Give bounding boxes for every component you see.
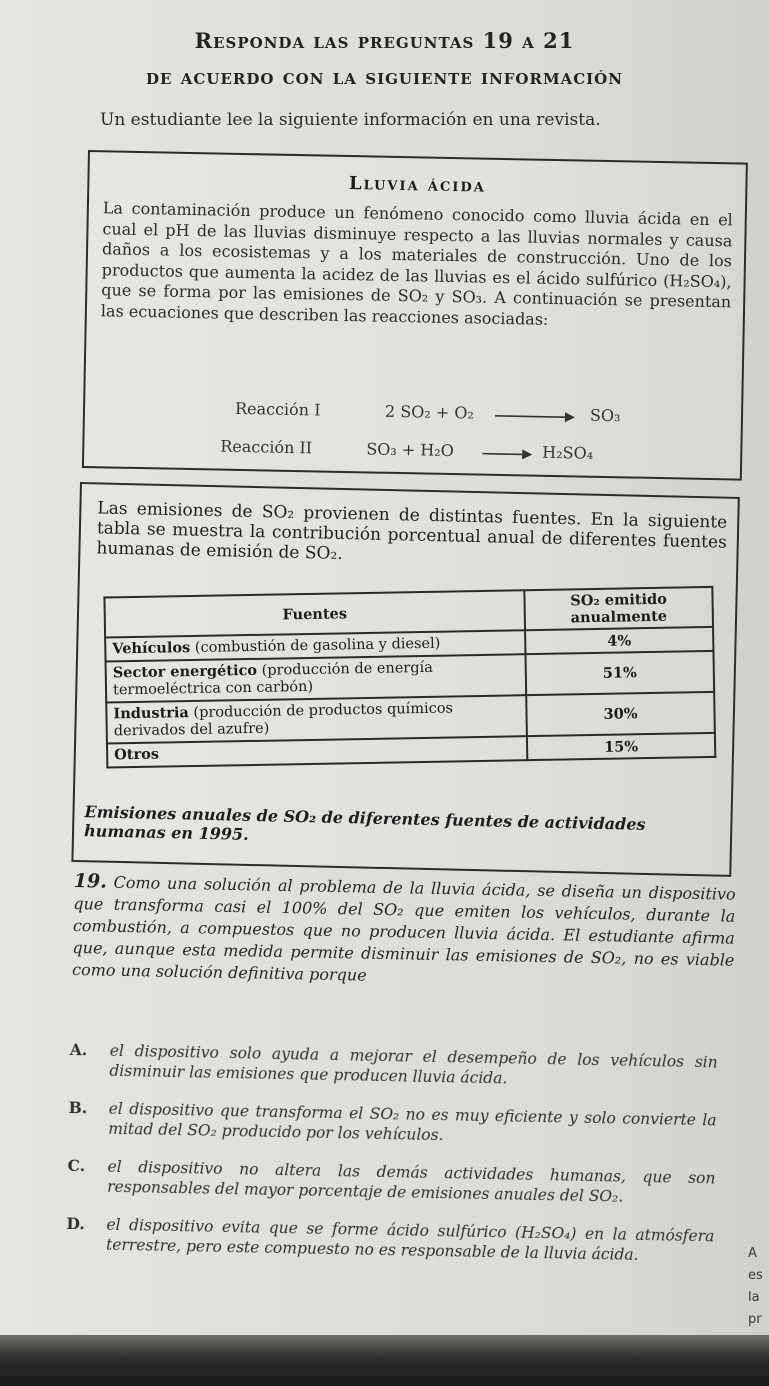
option-a[interactable] (69, 1040, 718, 1092)
reaction-2-label: Reacción II (220, 436, 313, 458)
source-name: Otros (114, 745, 160, 764)
option-letter: A. (69, 1040, 88, 1060)
option-c[interactable] (67, 1156, 716, 1208)
option-text: el dispositivo evita que se forme ácido sulfúrico (H₂SO₄) en la atmósfera terrestre, pero este compuesto no es responsable de la lluvia ácida. (105, 1215, 715, 1264)
margin-fragment: pr (748, 1312, 762, 1327)
source-name: Sector energético (112, 661, 258, 682)
source-value: 4% (525, 627, 713, 654)
source-value: 15% (527, 733, 715, 760)
source-detail: (producción de productos químicos derivados del azufre) (113, 700, 454, 740)
table-caption: Emisiones anuales de SO₂ de diferentes fuentes de actividades humanas en 1995. (83, 802, 646, 844)
column-header-so2: SO₂ emitido anualmente (524, 587, 713, 630)
answer-options (66, 1040, 718, 1284)
section-header-line-1: Responda las preguntas 19 a 21 (194, 28, 575, 53)
reaction-2-reactants: SO₃ + H₂O (366, 439, 455, 461)
sources-paragraph: Las emisiones de SO₂ provienen de distintas fuentes. En la siguiente tabla se muestra la contribución porcentual anual de diferentes fuentes humanas de emisión de SO₂. (96, 498, 728, 564)
section-header-line-2: de acuerdo con la siguiente información (146, 64, 623, 89)
option-text: el dispositivo solo ayuda a mejorar el desempeño de los vehículos sin disminuir las emisiones que producen lluvia ácida. (109, 1041, 718, 1088)
margin-fragment: la (748, 1290, 760, 1305)
margin-fragment: es (748, 1268, 763, 1283)
source-detail: (combustión de gasolina y diesel) (190, 635, 441, 657)
question-19 (72, 870, 736, 994)
reaction-1-reactants: 2 SO₂ + O₂ (384, 401, 475, 423)
reaction-2-product: H₂SO₄ (542, 442, 594, 463)
reaction-1-product: SO₃ (589, 405, 621, 426)
option-d[interactable] (66, 1214, 715, 1266)
source-detail: (producción de energía termoeléctrica con carbón) (112, 659, 433, 699)
column-header-sources: Fuentes (104, 590, 525, 637)
option-text: el dispositivo no altera las demás actividades humanas, que son responsables del mayor porcentaje de emisiones anuales del SO₂. (107, 1157, 716, 1206)
reaction-1-arrow-icon (495, 410, 575, 424)
option-text: el dispositivo que transforma el SO₂ no es muy eficiente y solo convierte la mitad del SO₂ producido por los vehículos. (108, 1099, 717, 1145)
question-text: Como una solución al problema de la lluvia ácida, se diseña un dispositivo que transforma casi el 100% del SO₂ que emiten los vehículos, durante la combustión, a compuestos que no producen lluvia ácida. El estudiante afirma que, aunque esta medida permite disminuir las emisiones de SO₂, no es viable como una solución definitiva porque (71, 872, 736, 985)
reaction-2-arrow-icon (482, 448, 532, 461)
source-name: Industria (113, 704, 190, 723)
intro-text: Un estudiante lee la siguiente información en una revista. (100, 110, 601, 130)
reaction-1-label: Reacción I (234, 398, 321, 420)
article-box (82, 150, 748, 481)
option-b[interactable] (68, 1098, 717, 1150)
option-letter: C. (67, 1155, 86, 1176)
option-letter: B. (68, 1097, 88, 1118)
article-paragraph: La contaminación produce un fenómeno conocido como lluvia ácida en el cual el pH de las lluvias disminuye respecto a las lluvias normales y causa daños a los ecosistemas y a los materiales de construcción. Uno de los productos que aumenta la acidez de las lluvias es el ácido sulfúrico (H₂SO₄), que se forma por las emisiones de SO₂ y SO₃. A continuación se presentan las ecuaciones que describen las reacciones asociadas: (100, 198, 733, 329)
question-number: 19. (73, 870, 108, 893)
source-value: 51% (526, 651, 715, 695)
source-value: 30% (526, 692, 715, 736)
margin-fragment: A (748, 1246, 757, 1261)
article-title: Lluvia ácida (348, 173, 486, 197)
emissions-table (103, 586, 716, 769)
desk-edge (0, 1335, 769, 1386)
sources-box (71, 482, 739, 877)
option-letter: D. (66, 1213, 85, 1234)
source-name: Vehículos (112, 639, 191, 658)
